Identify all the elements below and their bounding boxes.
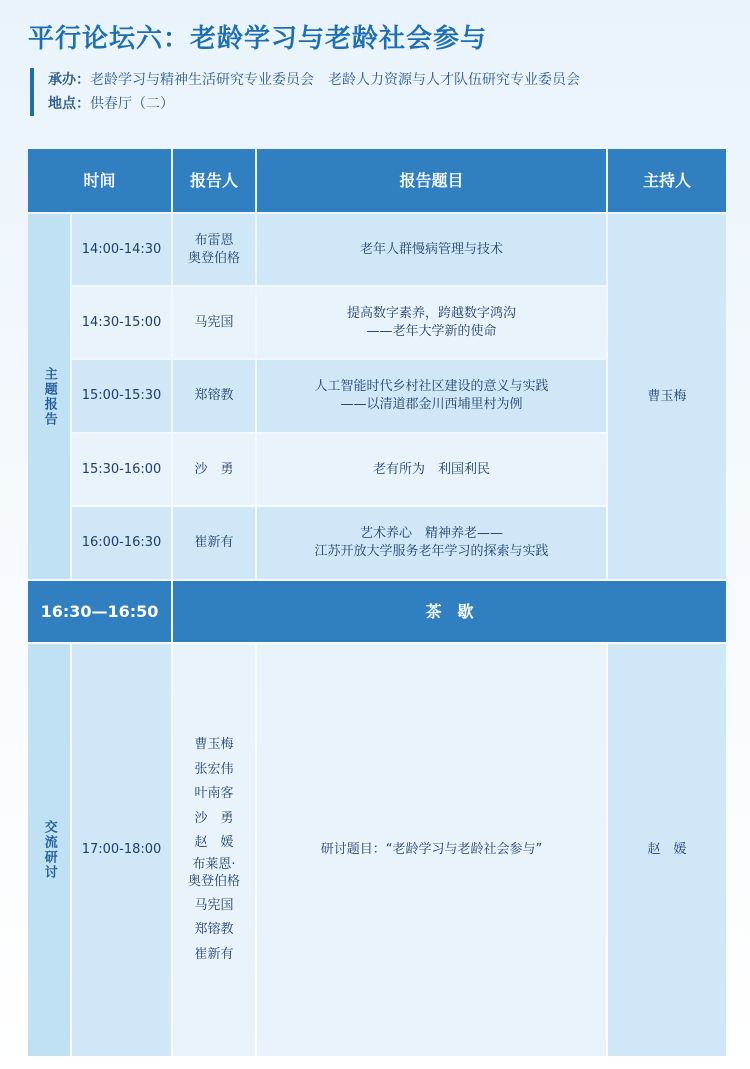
header-speaker: 报告人 — [173, 149, 255, 212]
discussion-speakers — [173, 644, 255, 1056]
row3-topic-line1: 人工智能时代乡村社区建设的意义与实践 — [314, 379, 549, 395]
organizer-label: 承办： — [48, 72, 90, 88]
row2-topic-line1: 提高数字素养，跨越数字鸿沟 — [346, 305, 516, 321]
row3-topic-line2: ——以清道郡金川西埔里村为例 — [340, 397, 523, 412]
row5-topic-line2: 江苏开放大学服务老年学习的探索与实践 — [314, 544, 549, 559]
row1-speaker-line1: 布雷恩 — [194, 232, 234, 248]
row1-speaker — [173, 214, 255, 285]
discussion-speaker: 沙 勇 — [194, 810, 234, 826]
discussion-speaker: 郑镕教 — [194, 922, 234, 937]
row4-topic: 老有所为 利国利民 — [257, 434, 606, 505]
row1-topic: 老年人群慢病管理与技术 — [257, 214, 606, 285]
row2-topic — [257, 287, 606, 358]
location-line — [48, 92, 580, 116]
row4-speaker: 沙 勇 — [173, 434, 255, 505]
row1-speaker-line2: 奥登伯格 — [187, 250, 240, 266]
row5-topic-line1: 艺术养心 精神养老—— — [359, 526, 503, 542]
organizer-value: 老龄学习与精神生活研究专业委员会 老龄人力资源与人才队伍研究专业委员会 — [90, 72, 580, 88]
row3-topic — [257, 360, 606, 432]
section1-host: 曹玉梅 — [608, 214, 726, 579]
row2-speaker: 马宪国 — [173, 287, 255, 358]
header-time: 时间 — [28, 149, 171, 212]
row2-time: 14:30-15:00 — [72, 287, 171, 358]
row4-time: 15:30-16:00 — [72, 434, 171, 505]
discussion-speaker: 曹玉梅 — [194, 737, 234, 752]
row3-speaker: 郑镕教 — [173, 360, 255, 432]
discussion-time: 17:00-18:00 — [72, 644, 171, 1056]
header-host: 主持人 — [608, 149, 726, 212]
schedule-table — [28, 149, 726, 1056]
discussion-speaker: 马宪国 — [194, 897, 234, 913]
row5-time: 16:00-16:30 — [72, 507, 171, 579]
location-label: 地点： — [48, 96, 90, 112]
discussion-speaker: 崔新有 — [194, 946, 234, 962]
break-label: 茶 歇 — [173, 581, 726, 642]
discussion-speaker: 布莱恩· — [192, 856, 236, 872]
location-value: 供春厅（二） — [90, 96, 174, 112]
section-label-keynote: 主题报告 — [28, 214, 70, 579]
row5-topic — [257, 507, 606, 579]
discussion-host: 赵 媛 — [608, 644, 726, 1056]
break-time: 16:30—16:50 — [28, 581, 171, 642]
discussion-speaker: 叶南客 — [194, 786, 234, 801]
row3-time: 15:00-15:30 — [72, 360, 171, 432]
discussion-speaker: 张宏伟 — [194, 761, 234, 777]
row5-speaker: 崔新有 — [173, 507, 255, 579]
organizer-line — [48, 68, 580, 92]
meta-block — [30, 68, 580, 116]
discussion-speaker: 赵 媛 — [194, 835, 234, 850]
row2-topic-line2: ——老年大学新的使命 — [366, 323, 497, 339]
row1-time: 14:00-14:30 — [72, 214, 171, 285]
discussion-speaker: 奥登伯格 — [187, 873, 240, 889]
page-title: 平行论坛六：老龄学习与老龄社会参与 — [28, 24, 488, 54]
discussion-topic: 研讨题目：“老龄学习与老龄社会参与” — [257, 644, 606, 1056]
section-label-discussion: 交流研讨 — [28, 644, 70, 1056]
header-topic: 报告题目 — [257, 149, 606, 212]
